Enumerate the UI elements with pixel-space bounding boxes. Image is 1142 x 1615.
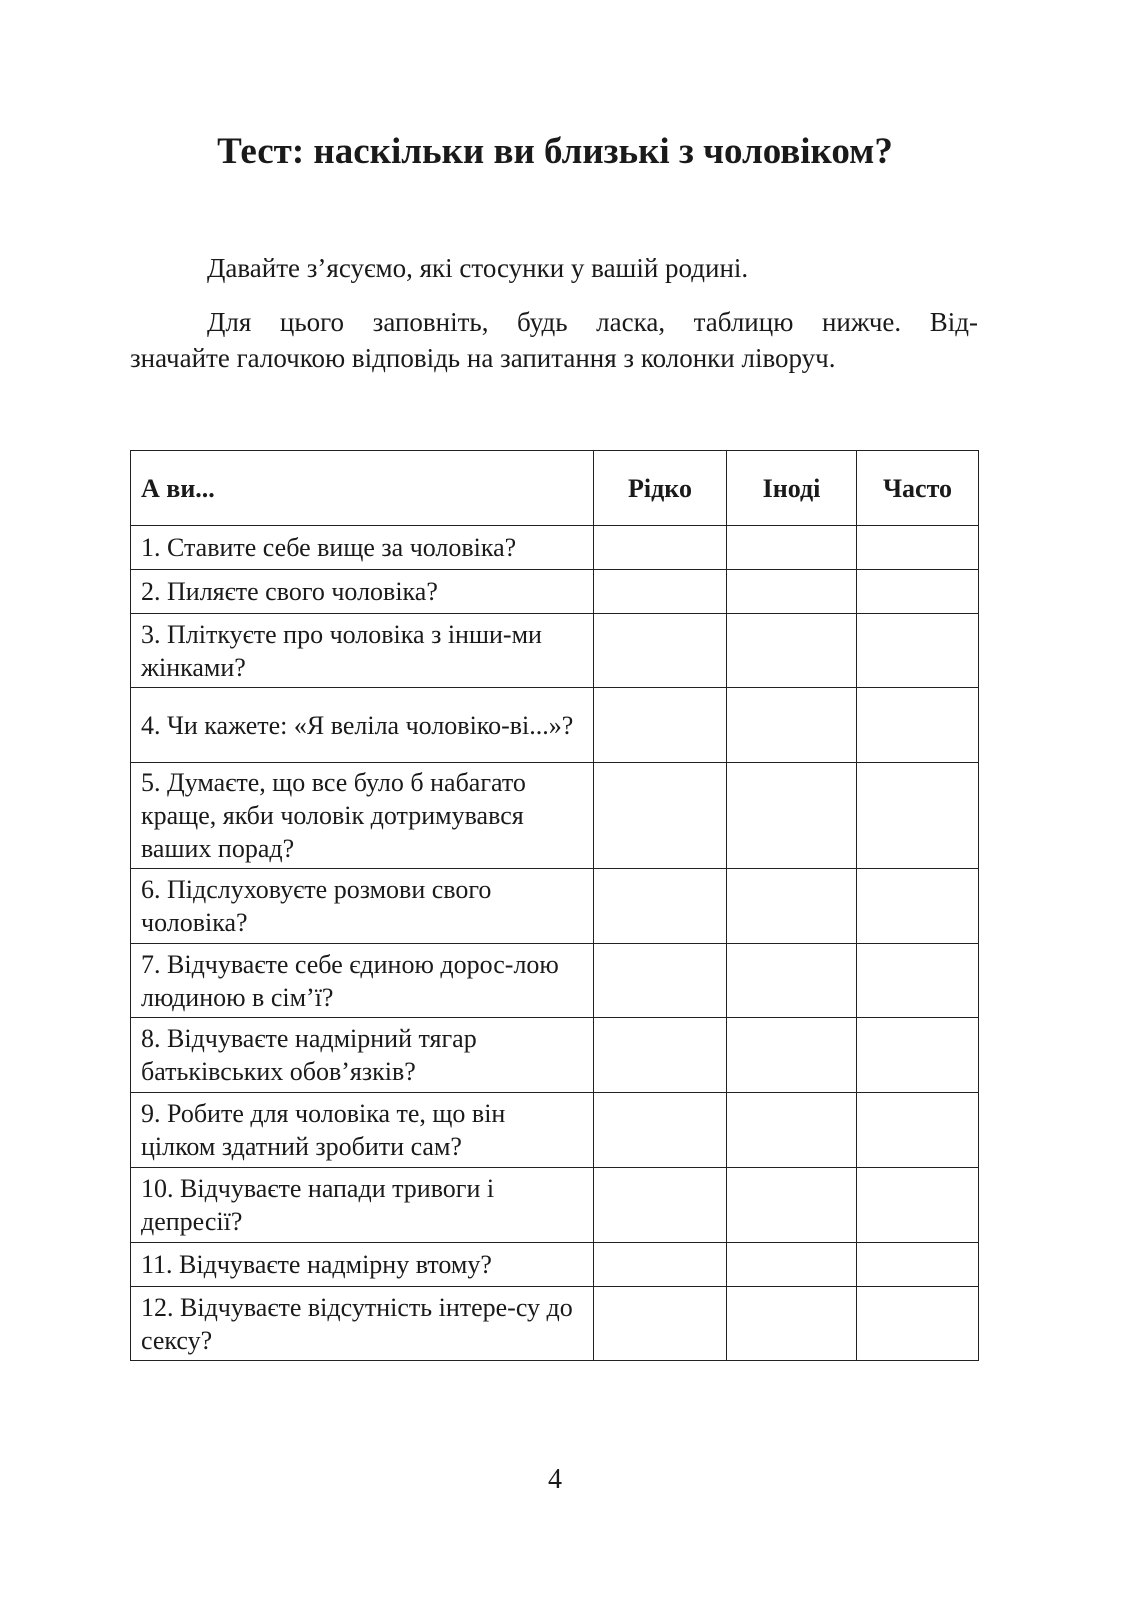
answer-cell-sometimes[interactable] bbox=[727, 614, 857, 688]
instruction-line: значайте галочкою відповідь на запитання з колонки ліворуч. bbox=[130, 343, 836, 373]
answer-cell-rarely[interactable] bbox=[594, 1243, 727, 1287]
answer-cell-rarely[interactable] bbox=[594, 570, 727, 614]
answer-cell-sometimes[interactable] bbox=[727, 763, 857, 869]
answer-cell-rarely[interactable] bbox=[594, 688, 727, 763]
header-often: Часто bbox=[857, 451, 979, 526]
question-cell: 5. Думаєте, що все було б набагато краще, якби чоловік дотримувався ваших порад? bbox=[131, 763, 594, 869]
answer-cell-rarely[interactable] bbox=[594, 869, 727, 944]
answer-cell-often[interactable] bbox=[857, 1243, 979, 1287]
question-cell: 10. Відчуваєте напади тривоги і депресії? bbox=[131, 1168, 594, 1243]
instruction-paragraph bbox=[130, 304, 978, 376]
answer-cell-rarely[interactable] bbox=[594, 1287, 727, 1361]
intro-paragraph: Давайте з’ясуємо, які стосунки у вашій родині. bbox=[207, 253, 749, 283]
answer-cell-often[interactable] bbox=[857, 1018, 979, 1093]
question-cell: 8. Відчуваєте надмірний тягар батьківських обов’язків? bbox=[131, 1018, 594, 1093]
answer-cell-often[interactable] bbox=[857, 869, 979, 944]
page-title: Тест: наскільки ви близькі з чоловіком? bbox=[217, 131, 893, 172]
answer-cell-often[interactable] bbox=[857, 944, 979, 1018]
answer-cell-sometimes[interactable] bbox=[727, 526, 857, 570]
table-row bbox=[131, 526, 979, 570]
header-rarely: Рідко bbox=[594, 451, 727, 526]
answer-cell-often[interactable] bbox=[857, 526, 979, 570]
table-row bbox=[131, 1093, 979, 1168]
table-row bbox=[131, 1018, 979, 1093]
answer-cell-rarely[interactable] bbox=[594, 526, 727, 570]
answer-cell-often[interactable] bbox=[857, 1093, 979, 1168]
question-cell: 6. Підслуховуєте розмови свого чоловіка? bbox=[131, 869, 594, 944]
page-number: 4 bbox=[548, 1464, 562, 1495]
answer-cell-rarely[interactable] bbox=[594, 614, 727, 688]
answer-cell-sometimes[interactable] bbox=[727, 1243, 857, 1287]
answer-cell-rarely[interactable] bbox=[594, 1093, 727, 1168]
header-question: А ви... bbox=[131, 451, 594, 526]
answer-cell-sometimes[interactable] bbox=[727, 1018, 857, 1093]
answer-cell-often[interactable] bbox=[857, 1168, 979, 1243]
question-cell: 12. Відчуваєте відсутність інтере-су до сексу? bbox=[131, 1287, 594, 1361]
answer-cell-sometimes[interactable] bbox=[727, 1287, 857, 1361]
question-cell: 7. Відчуваєте себе єдиною дорос-лою людиною в сім’ї? bbox=[131, 944, 594, 1018]
table-row bbox=[131, 869, 979, 944]
answer-cell-often[interactable] bbox=[857, 1287, 979, 1361]
answer-cell-sometimes[interactable] bbox=[727, 944, 857, 1018]
question-cell: 9. Робите для чоловіка те, що він цілком здатний зробити сам? bbox=[131, 1093, 594, 1168]
answer-cell-sometimes[interactable] bbox=[727, 1093, 857, 1168]
questionnaire-table bbox=[130, 450, 979, 1361]
answer-cell-often[interactable] bbox=[857, 570, 979, 614]
answer-cell-often[interactable] bbox=[857, 688, 979, 763]
answer-cell-often[interactable] bbox=[857, 614, 979, 688]
table-row bbox=[131, 614, 979, 688]
answer-cell-rarely[interactable] bbox=[594, 944, 727, 1018]
answer-cell-rarely[interactable] bbox=[594, 1018, 727, 1093]
answer-cell-sometimes[interactable] bbox=[727, 688, 857, 763]
answer-cell-rarely[interactable] bbox=[594, 763, 727, 869]
header-sometimes: Іноді bbox=[727, 451, 857, 526]
instruction-line: Для цього заповніть, будь ласка, таблицю нижче. Від- bbox=[207, 307, 978, 337]
table-row bbox=[131, 688, 979, 763]
table-header-row bbox=[131, 451, 979, 526]
answer-cell-sometimes[interactable] bbox=[727, 869, 857, 944]
answer-cell-sometimes[interactable] bbox=[727, 570, 857, 614]
answer-cell-often[interactable] bbox=[857, 763, 979, 869]
question-cell: 2. Пиляєте свого чоловіка? bbox=[131, 570, 594, 614]
table-row bbox=[131, 763, 979, 869]
answer-cell-sometimes[interactable] bbox=[727, 1168, 857, 1243]
table-row bbox=[131, 570, 979, 614]
question-cell: 1. Ставите себе вище за чоловіка? bbox=[131, 526, 594, 570]
question-cell: 4. Чи кажете: «Я веліла чоловіко-ві...»? bbox=[131, 688, 594, 763]
table-row bbox=[131, 1243, 979, 1287]
table-row bbox=[131, 944, 979, 1018]
table-row bbox=[131, 1287, 979, 1361]
question-cell: 11. Відчуваєте надмірну втому? bbox=[131, 1243, 594, 1287]
table-row bbox=[131, 1168, 979, 1243]
answer-cell-rarely[interactable] bbox=[594, 1168, 727, 1243]
question-cell: 3. Пліткуєте про чоловіка з інши-ми жінками? bbox=[131, 614, 594, 688]
